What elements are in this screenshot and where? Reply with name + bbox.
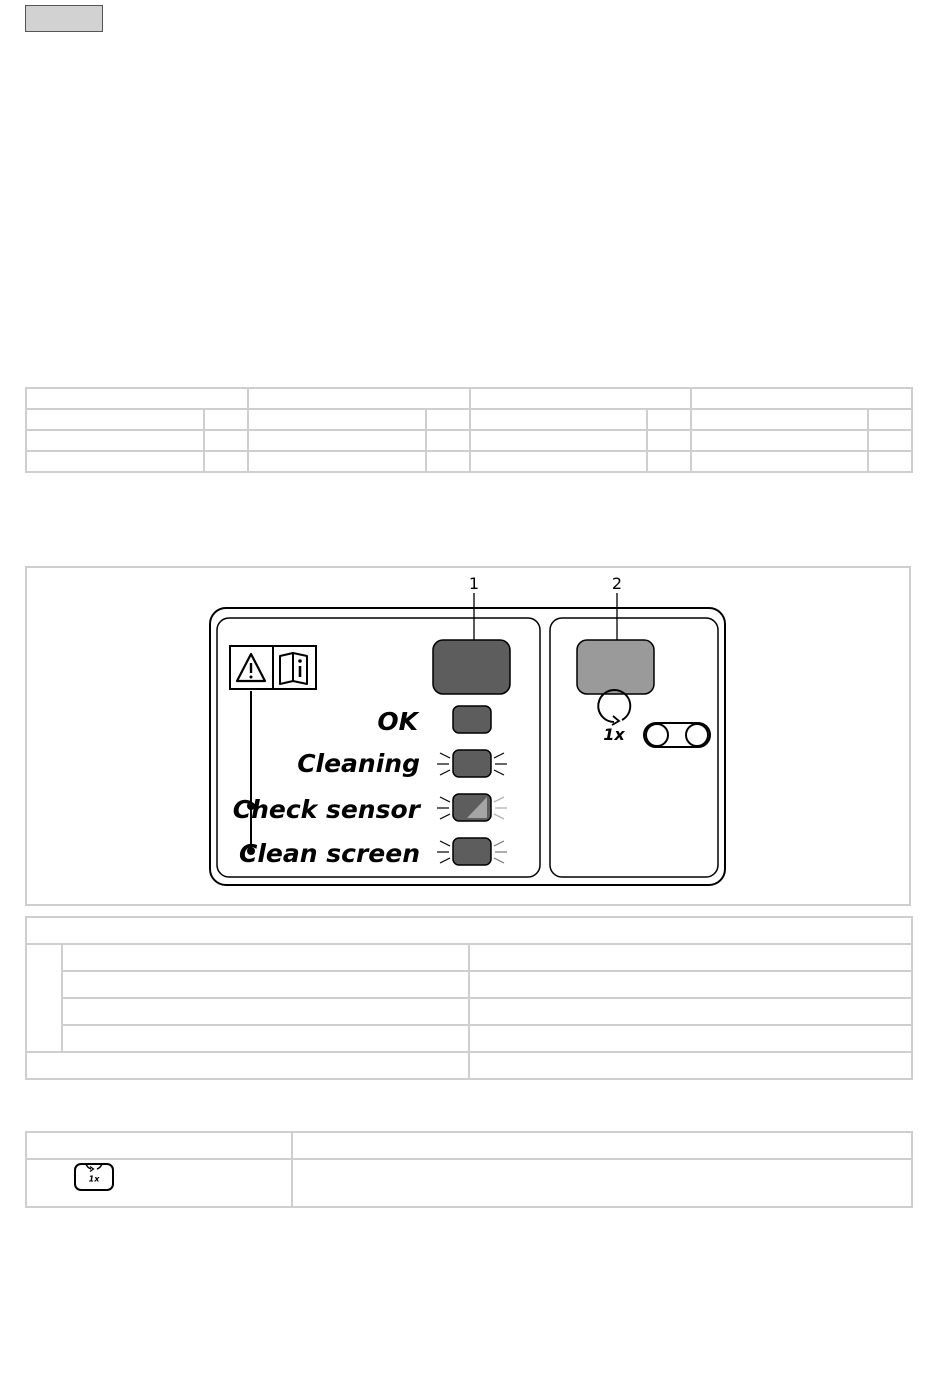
- callout-1: 1: [468, 574, 480, 593]
- table-row: [26, 451, 912, 472]
- status-label-clean-screen: Clean screen: [239, 839, 420, 868]
- table-row: [26, 944, 912, 971]
- status-label-ok: OK: [377, 707, 418, 736]
- one-time-rotation-icon: [598, 690, 630, 744]
- spec-table: [25, 387, 913, 473]
- led-cleaning: [437, 750, 507, 777]
- status-label-check-sensor: Check sensor: [232, 795, 420, 824]
- toggle-switch-icon: [644, 723, 710, 747]
- symbol-table: [25, 1131, 913, 1208]
- callout-2: 2: [611, 574, 623, 593]
- table-row: [26, 1132, 912, 1159]
- led-clean-screen: [437, 838, 507, 865]
- table-row: [26, 1159, 912, 1207]
- table-row: [26, 430, 912, 451]
- one-time-button-icon: [74, 1163, 114, 1191]
- warning-manual-icon-box: [230, 646, 316, 689]
- reset-button[interactable]: [577, 640, 654, 694]
- table-row: [26, 998, 912, 1025]
- legend-table: [25, 916, 913, 1080]
- control-panel-illustration: [27, 568, 909, 904]
- svg-text:1x: 1x: [88, 1174, 100, 1184]
- table-row: [26, 971, 912, 998]
- status-button[interactable]: [433, 640, 510, 694]
- table-row: [26, 1052, 912, 1079]
- led-check-sensor: [437, 794, 507, 821]
- table-row: [26, 409, 912, 430]
- table-row: [26, 917, 912, 944]
- control-panel-figure: [25, 566, 911, 906]
- led-ok: [453, 706, 491, 733]
- language-tab: [25, 5, 103, 32]
- table-row: [26, 388, 912, 409]
- table-row: [26, 1025, 912, 1052]
- status-label-cleaning: Cleaning: [297, 749, 420, 778]
- one-time-label: 1x: [603, 725, 625, 744]
